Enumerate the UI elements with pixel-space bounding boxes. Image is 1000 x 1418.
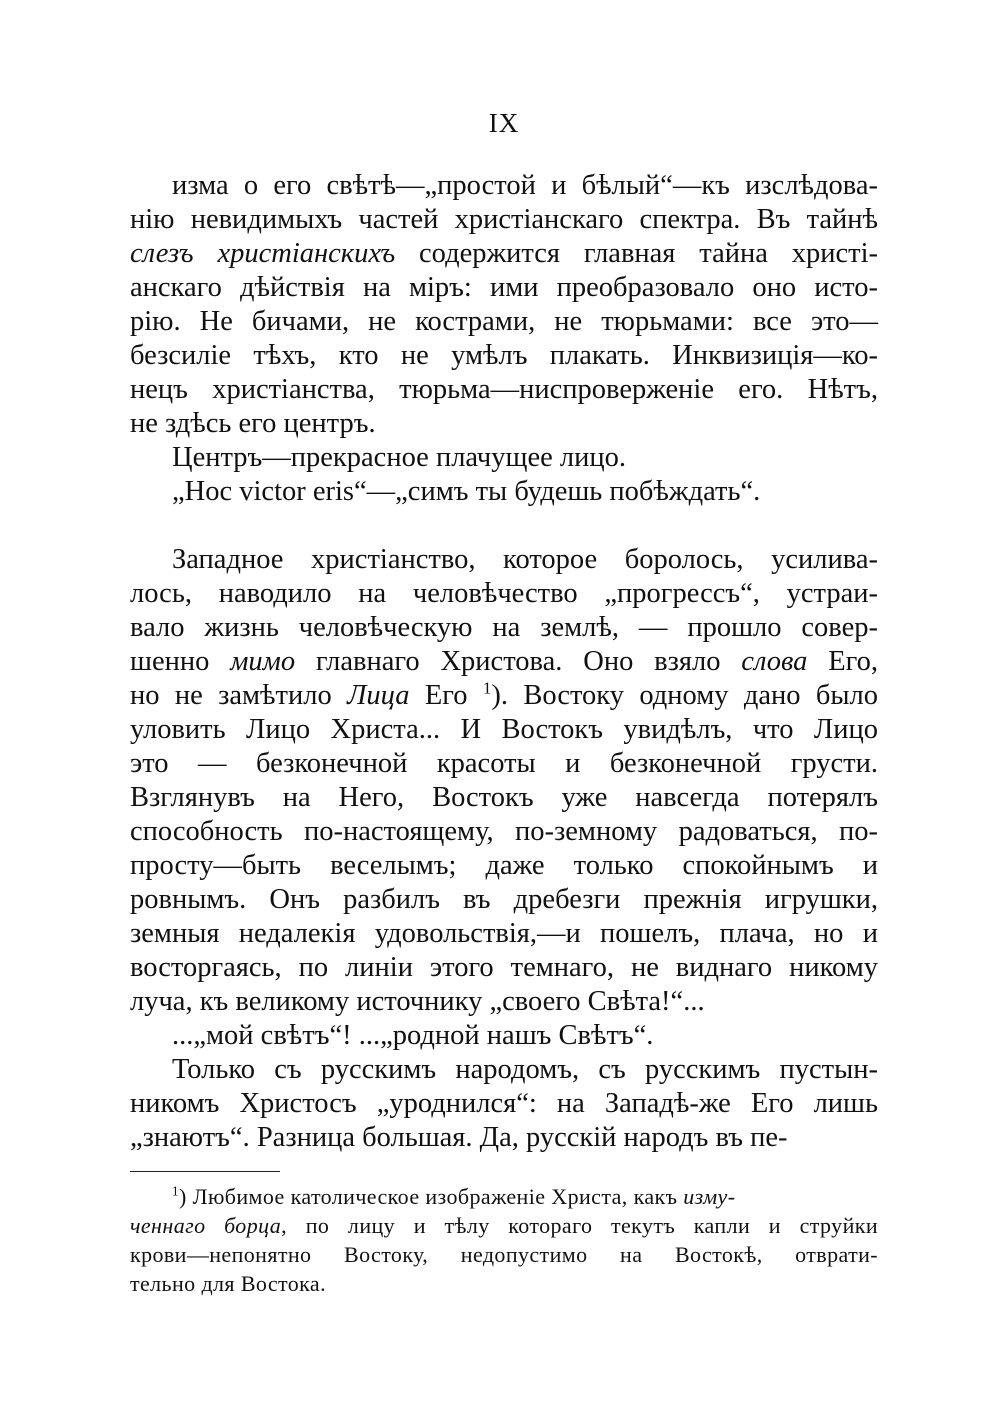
text-run: просту—быть веселымъ; даже только спокойнымъ и xyxy=(130,850,878,881)
text-line xyxy=(130,985,878,1019)
text-run: но не замѣтило xyxy=(130,680,348,711)
text-line xyxy=(130,203,878,237)
text-run: , по лицу и тѣлу котораго текутъ капли и струйки xyxy=(281,1213,879,1238)
text-run: главнаго Христова. Оно взяло xyxy=(295,646,742,677)
text-run: ). Востоку одному дано было xyxy=(491,680,878,711)
text-run: шенно xyxy=(130,646,231,677)
text-run: Его, xyxy=(807,646,879,677)
text-run: способность по-настоящему, по-земному радоваться, по- xyxy=(130,816,878,847)
text-run: лось, наводило на человѣчество „прогрессъ“, устраи- xyxy=(130,578,878,609)
text-line xyxy=(130,373,878,407)
text-line xyxy=(130,407,878,441)
footnote-line xyxy=(179,1184,735,1209)
paragraph-p1 xyxy=(130,169,878,441)
text-run: никомъ Христосъ „уроднился“: на Западѣ-же Его лишь xyxy=(130,1088,878,1119)
footnote-reference: 1 xyxy=(482,678,492,698)
footnote-line xyxy=(130,1240,878,1269)
text-line xyxy=(130,849,878,883)
text-line xyxy=(130,713,878,747)
text-run: уловить Лицо Христа... И Востокъ увидѣлъ, что Лицо xyxy=(130,714,878,745)
text-line xyxy=(130,1087,878,1121)
text-line xyxy=(130,441,878,475)
text-run: анскаго дѣйствія на міръ: ими преобразовало оно исто- xyxy=(130,272,878,303)
text-line xyxy=(130,951,878,985)
text-line xyxy=(130,305,878,339)
text-run: Западное христіанство, которое боролось, усилива- xyxy=(172,544,878,575)
footnote xyxy=(130,1182,878,1298)
body-text xyxy=(130,169,878,1155)
footnote-line xyxy=(130,1269,878,1298)
text-run: ровнымъ. Онъ разбилъ въ дребезги прежнія игрушки, xyxy=(130,884,878,915)
text-line xyxy=(130,781,878,815)
text-line xyxy=(130,1121,878,1155)
text-line xyxy=(130,475,878,509)
text-run: безсиліе тѣхъ, кто не умѣлъ плакать. Инквизиція—ко- xyxy=(130,340,878,371)
text-run: луча, къ великому источнику „своего Свѣта!“... xyxy=(130,986,705,1017)
text-run: „Hoc victor eris“—„симъ ты будешь побѣждать“. xyxy=(172,476,761,507)
text-run: ) Любимое католическое изображеніе Христа, какъ xyxy=(179,1184,684,1209)
text-run: содержится главная тайна христі- xyxy=(395,238,879,269)
text-run: „знаютъ“. Разница большая. Да, русскій народъ въ пе- xyxy=(130,1122,788,1153)
page-number: IX xyxy=(488,108,520,138)
text-line xyxy=(130,747,878,781)
italic-text: ченнаго борца xyxy=(130,1213,282,1238)
text-run: Только съ русскимъ народомъ, съ русскимъ пустын- xyxy=(172,1054,878,1085)
text-run: нію невидимыхъ частей христіанскаго спектра. Въ тайнѣ xyxy=(130,204,878,235)
text-run: крови—непонятно Востоку, недопустимо на Востокѣ, отврати- xyxy=(130,1242,878,1267)
paragraph-p3 xyxy=(130,475,878,509)
text-run: вало жизнь человѣческую на землѣ, — прошло совер- xyxy=(130,612,878,643)
text-line xyxy=(130,543,878,577)
text-line xyxy=(130,1053,878,1087)
text-run: земныя недалекія удовольствія,—и пошелъ, плача, но и xyxy=(130,918,878,949)
text-line xyxy=(130,577,878,611)
italic-text: слезъ христіанскихъ xyxy=(130,238,396,269)
text-line xyxy=(130,645,878,679)
text-line xyxy=(130,815,878,849)
text-run: изма о его свѣтѣ—„простой и бѣлый“—къ изслѣдова- xyxy=(172,170,878,201)
italic-text: изму- xyxy=(683,1184,736,1209)
text-run: Взглянувъ на Него, Востокъ уже навсегда потерялъ xyxy=(130,782,878,813)
text-line xyxy=(130,1019,878,1053)
paragraph-p2 xyxy=(130,441,878,475)
text-run: тельно для Востока. xyxy=(130,1271,326,1296)
text-line xyxy=(130,917,878,951)
footnote-line xyxy=(130,1211,878,1240)
text-run: рію. Не бичами, не кострами, не тюрьмами: все это— xyxy=(130,306,878,337)
text-line xyxy=(130,611,878,645)
book-page xyxy=(130,105,878,1298)
text-run: это — безконечной красоты и безконечной грусти. xyxy=(130,748,878,779)
text-line xyxy=(130,271,878,305)
text-run: нецъ христіанства, тюрьма—ниспроверженіе его. Нѣтъ, xyxy=(130,374,878,405)
text-line xyxy=(130,679,878,713)
text-run: восторгаясь, по линіи этого темнаго, не виднаго никому xyxy=(130,952,878,983)
text-run: Центръ—прекрасное плачущее лицо. xyxy=(172,442,626,473)
text-run: ...„мой свѣтъ“! ...„родной нашъ Свѣтъ“. xyxy=(172,1020,654,1051)
italic-text: слова xyxy=(741,646,808,677)
italic-text: Лица xyxy=(347,680,410,711)
footnote-rule xyxy=(130,1171,280,1172)
paragraph-p4 xyxy=(130,543,878,1019)
text-line xyxy=(130,883,878,917)
paragraph-p5 xyxy=(130,1019,878,1053)
text-line xyxy=(130,169,878,203)
text-run: не здѣсь его центръ. xyxy=(130,408,376,439)
footnote-marker: 1 xyxy=(172,1183,179,1199)
italic-text: мимо xyxy=(230,646,296,677)
paragraph-p6 xyxy=(130,1053,878,1155)
text-line xyxy=(130,339,878,373)
text-run: Его xyxy=(409,680,483,711)
text-line xyxy=(130,237,878,271)
